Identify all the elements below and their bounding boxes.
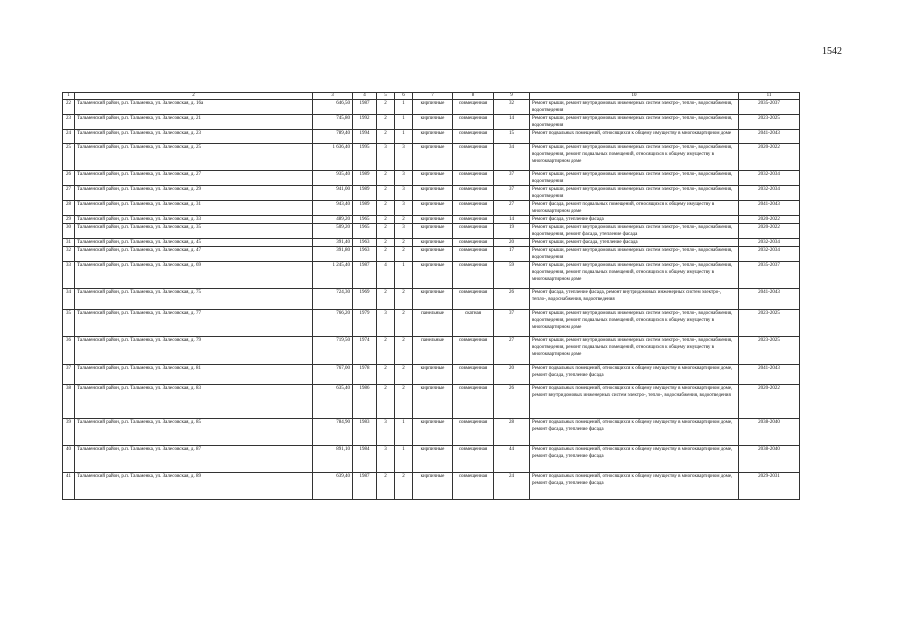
roof-type-cell: скатная (453, 310, 494, 337)
entrances-cell: 2 (395, 289, 413, 310)
wall-material-cell: кирпичные (413, 224, 453, 239)
wall-material-cell: кирпичные (413, 216, 453, 224)
repair-works-cell: Ремонт крыши, ремонт фасада, утепление фасада (530, 239, 739, 247)
wall-material-cell: кирпичные (413, 262, 453, 289)
apartments-cell: 27 (494, 337, 530, 365)
wall-material-cell: кирпичные (413, 289, 453, 310)
floors-cell: 2 (377, 247, 395, 262)
address-cell: Тальменский район, р.п. Тальменка, ул. Залесовская, д. 21 (75, 115, 313, 130)
roof-type-cell: совмещенная (453, 262, 494, 289)
repair-period-cell: 2038-2040 (739, 446, 800, 473)
floors-cell: 3 (377, 446, 395, 473)
wall-material-cell: кирпичные (413, 365, 453, 385)
table-row (63, 262, 800, 289)
row-number: 23 (63, 115, 75, 130)
housing-register-table (62, 92, 800, 500)
row-number: 38 (63, 385, 75, 419)
repair-period-cell: 2023-2025 (739, 310, 800, 337)
repair-works-cell: Ремонт подвальных помещений, относящихся к общему имуществу в многоквартирном доме, ремонт фасада, утепление фасада (530, 473, 739, 500)
area-cell: 941,00 (313, 186, 353, 201)
row-number: 39 (63, 419, 75, 446)
table-row (63, 144, 800, 171)
roof-type-cell: совмещенная (453, 446, 494, 473)
floors-cell: 3 (377, 419, 395, 446)
table-row (63, 216, 800, 224)
repair-works-cell: Ремонт подвальных помещений, относящихся к общему имуществу в многоквартирном доме, ремонт внутридомовых инженерных систем электро-, тепло-, водоснабжения, водоотведения (530, 385, 739, 419)
floors-cell: 2 (377, 171, 395, 186)
table-row (63, 130, 800, 144)
entrances-cell: 1 (395, 115, 413, 130)
entrances-cell: 2 (395, 473, 413, 500)
entrances-cell: 1 (395, 262, 413, 289)
area-cell: 767,00 (313, 365, 353, 385)
roof-type-cell: совмещенная (453, 115, 494, 130)
area-cell: 724,30 (313, 289, 353, 310)
floors-cell: 4 (377, 262, 395, 289)
build-year-cell: 1974 (353, 337, 377, 365)
floors-cell: 2 (377, 130, 395, 144)
wall-material-cell: кирпичные (413, 419, 453, 446)
wall-material-cell: кирпичные (413, 171, 453, 186)
build-year-cell: 1965 (353, 224, 377, 239)
table-row (63, 100, 800, 115)
address-cell: Тальменский район, р.п. Тальменка, ул. Залесовская, д. 45 (75, 239, 313, 247)
row-number: 30 (63, 224, 75, 239)
roof-type-cell: совмещенная (453, 473, 494, 500)
column-number: 10 (530, 93, 739, 100)
address-cell: Тальменский район, р.п. Тальменка, ул. Залесовская, д. 81 (75, 365, 313, 385)
repair-period-cell: 2023-2025 (739, 115, 800, 130)
area-cell: 639,40 (313, 473, 353, 500)
entrances-cell: 2 (395, 247, 413, 262)
row-number: 41 (63, 473, 75, 500)
entrances-cell: 1 (395, 100, 413, 115)
build-year-cell: 1992 (353, 115, 377, 130)
column-number-row (63, 93, 800, 100)
area-cell: 635,40 (313, 385, 353, 419)
floors-cell: 2 (377, 337, 395, 365)
table-row (63, 337, 800, 365)
wall-material-cell: панельные (413, 310, 453, 337)
row-number: 28 (63, 201, 75, 216)
repair-works-cell: Ремонт крыши, ремонт внутридомовых инженерных систем электро-, тепло-, водоснабжения, водоотведения, ремонт подвальных помещений, относящихся к общему имуществу в многоквартирном доме (530, 262, 739, 289)
roof-type-cell: совмещенная (453, 247, 494, 262)
column-number: 2 (75, 93, 313, 100)
table-row (63, 247, 800, 262)
repair-works-cell: Ремонт крыши, ремонт внутридомовых инженерных систем электро-, тепло-, водоснабжения, водоотведения (530, 115, 739, 130)
address-cell: Тальменский район, р.п. Тальменка, ул. Залесовская, д. 29 (75, 186, 313, 201)
row-number: 31 (63, 239, 75, 247)
entrances-cell: 2 (395, 385, 413, 419)
roof-type-cell: совмещенная (453, 130, 494, 144)
floors-cell: 3 (377, 310, 395, 337)
build-year-cell: 1989 (353, 201, 377, 216)
repair-period-cell: 2032-2034 (739, 247, 800, 262)
repair-works-cell: Ремонт фасада, утепление фасада, ремонт внутридомовых инженерных систем электро-, тепло-, водоснабжения, водоотведения (530, 289, 739, 310)
repair-period-cell: 2032-2034 (739, 239, 800, 247)
area-cell: 1 636,40 (313, 144, 353, 171)
build-year-cell: 1987 (353, 473, 377, 500)
apartments-cell: 37 (494, 186, 530, 201)
address-cell: Тальменский район, р.п. Тальменка, ул. Залесовская, д. 27 (75, 171, 313, 186)
column-number: 7 (413, 93, 453, 100)
row-number: 27 (63, 186, 75, 201)
entrances-cell: 3 (395, 201, 413, 216)
repair-works-cell: Ремонт фасада, ремонт подвальных помещений, относящихся к общему имуществу в многоквартирном доме (530, 201, 739, 216)
roof-type-cell: совмещенная (453, 289, 494, 310)
repair-period-cell: 2020-2022 (739, 144, 800, 171)
roof-type-cell: совмещенная (453, 100, 494, 115)
floors-cell: 2 (377, 115, 395, 130)
area-cell: 766,20 (313, 310, 353, 337)
apartments-cell: 34 (494, 144, 530, 171)
repair-works-cell: Ремонт крыши, ремонт внутридомовых инженерных систем электро-, тепло-, водоснабжения, водоотведения, ремонт подвальных помещений, относящихся к общему имуществу в многоквартирном доме (530, 337, 739, 365)
area-cell: 489,20 (313, 216, 353, 224)
roof-type-cell: совмещенная (453, 201, 494, 216)
repair-works-cell: Ремонт подвальных помещений, относящихся к общему имуществу в многоквартирном доме, ремонт фасада, утепление фасада (530, 365, 739, 385)
address-cell: Тальменский район, р.п. Тальменка, ул. Залесовская, д. 77 (75, 310, 313, 337)
entrances-cell: 1 (395, 130, 413, 144)
address-cell: Тальменский район, р.п. Тальменка, ул. Залесовская, д. 69 (75, 262, 313, 289)
apartments-cell: 37 (494, 171, 530, 186)
repair-period-cell: 2023-2025 (739, 337, 800, 365)
apartments-cell: 24 (494, 473, 530, 500)
table-row (63, 201, 800, 216)
floors-cell: 2 (377, 201, 395, 216)
build-year-cell: 1965 (353, 216, 377, 224)
build-year-cell: 1978 (353, 365, 377, 385)
column-number: 8 (453, 93, 494, 100)
roof-type-cell: совмещенная (453, 419, 494, 446)
row-number: 36 (63, 337, 75, 365)
roof-type-cell: совмещенная (453, 216, 494, 224)
wall-material-cell: кирпичные (413, 100, 453, 115)
entrances-cell: 2 (395, 310, 413, 337)
roof-type-cell: совмещенная (453, 239, 494, 247)
row-number: 37 (63, 365, 75, 385)
table-row (63, 171, 800, 186)
area-cell: 646,50 (313, 100, 353, 115)
page-number: 1542 (822, 46, 842, 57)
area-cell: 391,40 (313, 239, 353, 247)
row-number: 32 (63, 247, 75, 262)
wall-material-cell: кирпичные (413, 201, 453, 216)
apartments-cell: 20 (494, 239, 530, 247)
apartments-cell: 26 (494, 289, 530, 310)
apartments-cell: 19 (494, 224, 530, 239)
repair-period-cell: 2041-2043 (739, 201, 800, 216)
entrances-cell: 1 (395, 419, 413, 446)
entrances-cell: 2 (395, 337, 413, 365)
area-cell: 943,40 (313, 201, 353, 216)
entrances-cell: 3 (395, 144, 413, 171)
repair-works-cell: Ремонт крыши, ремонт внутридомовых инженерных систем электро-, тепло-, водоснабжения, водоотведения (530, 247, 739, 262)
build-year-cell: 1963 (353, 247, 377, 262)
table-row (63, 310, 800, 337)
floors-cell: 2 (377, 365, 395, 385)
area-cell: 719,50 (313, 337, 353, 365)
column-number: 9 (494, 93, 530, 100)
table-row (63, 186, 800, 201)
roof-type-cell: совмещенная (453, 171, 494, 186)
address-cell: Тальменский район, р.п. Тальменка, ул. Залесовская, д. 79 (75, 337, 313, 365)
address-cell: Тальменский район, р.п. Тальменка, ул. Залесовская, д. 83 (75, 385, 313, 419)
entrances-cell: 3 (395, 186, 413, 201)
floors-cell: 2 (377, 186, 395, 201)
roof-type-cell: совмещенная (453, 385, 494, 419)
column-number: 1 (63, 93, 75, 100)
table-row (63, 239, 800, 247)
address-cell: Тальменский район, р.п. Тальменка, ул. Залесовская, д. 23 (75, 130, 313, 144)
row-number: 26 (63, 171, 75, 186)
floors-cell: 2 (377, 385, 395, 419)
address-cell: Тальменский район, р.п. Тальменка, ул. Залесовская, д. 87 (75, 446, 313, 473)
column-number: 4 (353, 93, 377, 100)
address-cell: Тальменский район, р.п. Тальменка, ул. Залесовская, д. 31 (75, 201, 313, 216)
repair-period-cell: 2038-2040 (739, 419, 800, 446)
apartments-cell: 59 (494, 262, 530, 289)
build-year-cell: 1984 (353, 446, 377, 473)
repair-period-cell: 2041-2043 (739, 130, 800, 144)
entrances-cell: 2 (395, 365, 413, 385)
floors-cell: 3 (377, 144, 395, 171)
area-cell: 509,20 (313, 224, 353, 239)
row-number: 34 (63, 289, 75, 310)
entrances-cell: 1 (395, 446, 413, 473)
repair-works-cell: Ремонт крыши, ремонт внутридомовых инженерных систем электро-, тепло-, водоснабжения, водоотведения (530, 186, 739, 201)
build-year-cell: 1963 (353, 239, 377, 247)
table-row (63, 115, 800, 130)
floors-cell: 2 (377, 224, 395, 239)
repair-works-cell: Ремонт подвальных помещений, относящихся к общему имуществу в многоквартирном доме, ремонт фасада, утепление фасада (530, 446, 739, 473)
apartments-cell: 20 (494, 365, 530, 385)
area-cell: 789,40 (313, 130, 353, 144)
repair-works-cell: Ремонт подвальных помещений, относящихся к общему имуществу в многоквартирном доме (530, 130, 739, 144)
address-cell: Тальменский район, р.п. Тальменка, ул. Залесовская, д. 33 (75, 216, 313, 224)
table-row (63, 224, 800, 239)
apartments-cell: 26 (494, 385, 530, 419)
table-row (63, 446, 800, 473)
wall-material-cell: кирпичные (413, 385, 453, 419)
repair-period-cell: 2020-2022 (739, 216, 800, 224)
area-cell: 784,90 (313, 419, 353, 446)
area-cell: 745,80 (313, 115, 353, 130)
apartments-cell: 32 (494, 100, 530, 115)
address-cell: Тальменский район, р.п. Тальменка, ул. Залесовская, д. 47 (75, 247, 313, 262)
build-year-cell: 1969 (353, 289, 377, 310)
apartments-cell: 28 (494, 419, 530, 446)
address-cell: Тальменский район, р.п. Тальменка, ул. Залесовская, д. 75 (75, 289, 313, 310)
row-number: 35 (63, 310, 75, 337)
build-year-cell: 1989 (353, 186, 377, 201)
area-cell: 1 245,40 (313, 262, 353, 289)
roof-type-cell: совмещенная (453, 365, 494, 385)
repair-period-cell: 2041-2043 (739, 365, 800, 385)
build-year-cell: 1986 (353, 385, 377, 419)
table-row (63, 385, 800, 419)
row-number: 24 (63, 130, 75, 144)
address-cell: Тальменский район, р.п. Тальменка, ул. Залесовская, д. 89 (75, 473, 313, 500)
repair-period-cell: 2029-2031 (739, 473, 800, 500)
repair-works-cell: Ремонт подвальных помещений, относящихся к общему имуществу в многоквартирном доме, ремонт фасада, утепление фасада (530, 419, 739, 446)
repair-period-cell: 2032-2034 (739, 171, 800, 186)
floors-cell: 2 (377, 216, 395, 224)
repair-works-cell: Ремонт крыши, ремонт внутридомовых инженерных систем электро-, тепло-, водоснабжения, водоотведения, ремонт подвальных помещений, относящихся к общему имуществу в многоквартирном доме (530, 144, 739, 171)
build-year-cell: 1987 (353, 100, 377, 115)
build-year-cell: 1987 (353, 262, 377, 289)
column-number: 3 (313, 93, 353, 100)
wall-material-cell: кирпичные (413, 446, 453, 473)
apartments-cell: 37 (494, 310, 530, 337)
build-year-cell: 1989 (353, 171, 377, 186)
wall-material-cell: кирпичные (413, 130, 453, 144)
wall-material-cell: кирпичные (413, 115, 453, 130)
apartments-cell: 27 (494, 201, 530, 216)
build-year-cell: 1983 (353, 419, 377, 446)
repair-works-cell: Ремонт крыши, ремонт внутридомовых инженерных систем электро-, тепло-, водоснабжения, водоотведения, ремонт фасада, утепление фасада (530, 224, 739, 239)
floors-cell: 2 (377, 239, 395, 247)
address-cell: Тальменский район, р.п. Тальменка, ул. Залесовская, д. 85 (75, 419, 313, 446)
address-cell: Тальменский район, р.п. Тальменка, ул. Залесовская, д. 35 (75, 224, 313, 239)
wall-material-cell: кирпичные (413, 239, 453, 247)
column-number: 6 (395, 93, 413, 100)
repair-works-cell: Ремонт крыши, ремонт внутридомовых инженерных систем электро-, тепло-, водоснабжения, водоотведения (530, 100, 739, 115)
wall-material-cell: кирпичные (413, 247, 453, 262)
roof-type-cell: совмещенная (453, 337, 494, 365)
repair-period-cell: 2035-2037 (739, 262, 800, 289)
column-number: 11 (739, 93, 800, 100)
build-year-cell: 1994 (353, 130, 377, 144)
wall-material-cell: кирпичные (413, 186, 453, 201)
row-number: 33 (63, 262, 75, 289)
row-number: 22 (63, 100, 75, 115)
build-year-cell: 1979 (353, 310, 377, 337)
wall-material-cell: кирпичные (413, 144, 453, 171)
row-number: 25 (63, 144, 75, 171)
floors-cell: 2 (377, 100, 395, 115)
entrances-cell: 2 (395, 239, 413, 247)
area-cell: 891,10 (313, 446, 353, 473)
table-row (63, 419, 800, 446)
apartments-cell: 17 (494, 247, 530, 262)
repair-period-cell: 2041-2043 (739, 289, 800, 310)
repair-period-cell: 2020-2022 (739, 224, 800, 239)
repair-period-cell: 2035-2037 (739, 100, 800, 115)
build-year-cell: 1995 (353, 144, 377, 171)
column-number: 5 (377, 93, 395, 100)
floors-cell: 2 (377, 289, 395, 310)
entrances-cell: 3 (395, 224, 413, 239)
table-row (63, 473, 800, 500)
row-number: 29 (63, 216, 75, 224)
roof-type-cell: совмещенная (453, 186, 494, 201)
apartments-cell: 14 (494, 216, 530, 224)
apartments-cell: 44 (494, 446, 530, 473)
apartments-cell: 14 (494, 115, 530, 130)
repair-period-cell: 2020-2022 (739, 385, 800, 419)
row-number: 40 (63, 446, 75, 473)
repair-works-cell: Ремонт крыши, ремонт внутридомовых инженерных систем электро-, тепло-, водоснабжения, водоотведения (530, 171, 739, 186)
repair-works-cell: Ремонт фасада, утепление фасада (530, 216, 739, 224)
repair-works-cell: Ремонт крыши, ремонт внутридомовых инженерных систем электро-, тепло-, водоснабжения, водоотведения, ремонт подвальных помещений, относящихся к общему имуществу в многоквартирном доме (530, 310, 739, 337)
address-cell: Тальменский район, р.п. Тальменка, ул. Залесовская, д. 25 (75, 144, 313, 171)
wall-material-cell: панельные (413, 337, 453, 365)
roof-type-cell: совмещенная (453, 144, 494, 171)
roof-type-cell: совмещенная (453, 224, 494, 239)
area-cell: 935,40 (313, 171, 353, 186)
table-row (63, 289, 800, 310)
entrances-cell: 2 (395, 216, 413, 224)
area-cell: 391,80 (313, 247, 353, 262)
repair-period-cell: 2032-2034 (739, 186, 800, 201)
table-row (63, 365, 800, 385)
apartments-cell: 15 (494, 130, 530, 144)
entrances-cell: 3 (395, 171, 413, 186)
wall-material-cell: кирпичные (413, 473, 453, 500)
address-cell: Тальменский район, р.п. Тальменка, ул. Залесовская, д. 16а (75, 100, 313, 115)
floors-cell: 2 (377, 473, 395, 500)
